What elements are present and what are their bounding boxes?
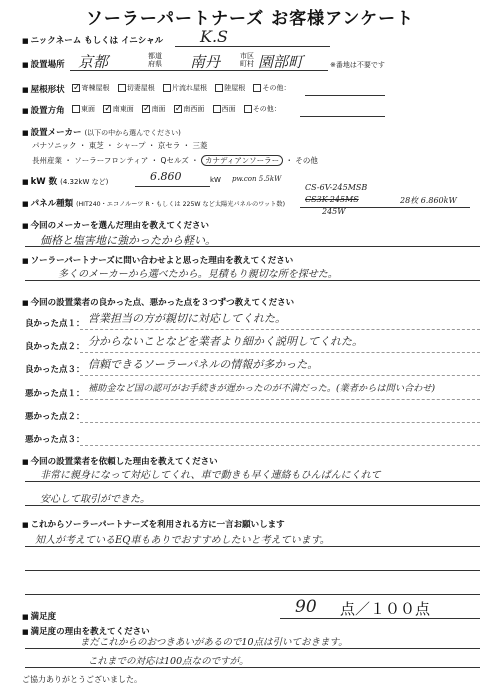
roof-opt-4[interactable]: 陸屋根 bbox=[224, 84, 246, 92]
maker-label: ■ 設置メーカー (以下の中から選んでください) bbox=[22, 126, 181, 138]
location-pref-unit: 都道 府県 bbox=[148, 52, 162, 68]
q-maker-reason-answer: 価格と塩害地に強かったから軽い。 bbox=[40, 234, 216, 247]
maker-row1: パナソニック ・ 東芝 ・ シャープ ・ 京セラ ・ 三菱 bbox=[32, 141, 208, 150]
panel-line1: CS-6V-245MSB bbox=[305, 183, 368, 192]
panel-note: (HIT240・エコノルーツ R・もしくは 225W など太陽光パネルのワット数) bbox=[76, 201, 286, 208]
panel-line2: 28枚 6.860kW bbox=[400, 196, 457, 205]
bad-2-label: 悪かった点２： bbox=[25, 412, 85, 422]
location-label: ■ 設置場所 bbox=[22, 58, 65, 70]
good-2-answer: 分からないことなどを業者より細かく説明してくれた。 bbox=[88, 335, 363, 348]
maker-note: (以下の中から選んでください) bbox=[84, 129, 181, 137]
kw-unit: kW bbox=[210, 176, 221, 184]
satisfaction-score: 90 bbox=[295, 597, 317, 617]
q-recommend-label: ■ 今回の設置業者を依頼した理由を教えてください bbox=[22, 455, 218, 467]
q-recommend-answer2: 安心して取引ができた。 bbox=[40, 494, 150, 505]
nickname-label: ■ ニックネーム もしくは イニシャル bbox=[22, 34, 163, 46]
q-maker-reason-label: ■ 今回のメーカーを選んだ理由を教えてください bbox=[22, 219, 209, 231]
direction-options: 東面 ✓南東面 ✓南面 ✓南西面 西面 その他： bbox=[72, 104, 287, 114]
satisfaction-label: ■ 満足度 bbox=[22, 610, 56, 622]
q-recommend-answer1: 非常に親身になって対応してくれ、車で動きも早く連絡もひんぱんにくれて bbox=[40, 470, 381, 481]
satisfaction-reason-answer2: これまでの対応は100点なのですが。 bbox=[88, 656, 249, 667]
location-note: ※番地は不要です bbox=[330, 61, 385, 69]
footer-thanks: ご協力ありがとうございました。 bbox=[22, 675, 142, 684]
panel-line2-struck: CS3K-245MS bbox=[305, 195, 359, 204]
panel-label: ■ パネル種類 (HIT240・エコノルーツ R・もしくは 225W など太陽光パネルのワット数) bbox=[22, 197, 285, 209]
dir-opt-6[interactable]: その他： bbox=[252, 105, 281, 113]
survey-title: ソーラーパートナーズ お客様アンケート bbox=[85, 9, 415, 29]
good-3-label: 良かった点３： bbox=[25, 365, 85, 375]
roof-opt-5[interactable]: その他： bbox=[262, 84, 291, 92]
nickname-value: K.S bbox=[200, 27, 228, 46]
q-partner-reason-answer: 多くのメーカーから選べたから。見積もり親切な所を探せた。 bbox=[58, 269, 338, 280]
q-dealer-label: ■ 今回の設置業者の良かった点、悪かった点を３つずつ教えてください bbox=[22, 296, 294, 308]
roof-opt-2[interactable]: 切妻屋根 bbox=[126, 84, 155, 92]
dir-opt-5[interactable]: 西面 bbox=[221, 105, 236, 113]
q-partner-reason-label: ■ ソーラーパートナーズに問い合わせよと思った理由を教えてください bbox=[22, 254, 293, 266]
kw-extra: pw.con 5.5kW bbox=[232, 175, 282, 183]
kw-value: 6.860 bbox=[150, 170, 182, 183]
maker-selected[interactable]: カナディアンソーラー bbox=[201, 155, 283, 166]
satisfaction-reason-answer1: まだこれからのおつきあいがあるので10点は引いておきます。 bbox=[80, 637, 348, 648]
dir-opt-3[interactable]: 南面 bbox=[151, 105, 166, 113]
location-city-unit: 市区 町村 bbox=[240, 52, 254, 68]
roof-opt-3[interactable]: 片流れ屋根 bbox=[172, 84, 208, 92]
satisfaction-reason-label: ■ 満足度の理由を教えてください bbox=[22, 625, 150, 637]
maker-row2: 長州産業 ・ ソーラーフロンティア ・ Qセルズ ・ カナディアンソーラー ・ その他 bbox=[32, 156, 318, 165]
dir-opt-1[interactable]: 東面 bbox=[81, 105, 95, 113]
dir-opt-2[interactable]: 南東面 bbox=[112, 105, 134, 113]
bad-1-label: 悪かった点１： bbox=[25, 389, 85, 399]
kw-label: ■ kW 数 (4.32kW など) bbox=[22, 175, 108, 187]
roof-opt-1[interactable]: 寄棟屋根 bbox=[81, 84, 110, 92]
bad-1-answer: 補助金など国の認可がお手続きが遅かったのが不満だった。(業者からは問い合わせ) bbox=[88, 383, 436, 394]
good-3-answer: 信頼できるソーラーパネルの情報が多かった。 bbox=[88, 358, 319, 371]
bad-3-label: 悪かった点３： bbox=[25, 435, 85, 445]
good-1-answer: 営業担当の方が親切に対応してくれた。 bbox=[88, 312, 286, 325]
location-prefecture: 京都 bbox=[78, 53, 109, 71]
q-message-label: ■ これからソーラーパートナーズを利用される方に一言お願いします bbox=[22, 518, 285, 530]
good-1-label: 良かった点１： bbox=[25, 319, 85, 329]
q-message-answer: 知人が考えているEQ車もありでおすすめしたいと考えています。 bbox=[35, 535, 330, 546]
location-city: 南丹 bbox=[190, 53, 221, 71]
roof-shape-label: ■ 屋根形状 bbox=[22, 83, 65, 95]
dir-opt-4[interactable]: 南西面 bbox=[183, 105, 205, 113]
good-2-label: 良かった点２： bbox=[25, 342, 85, 352]
satisfaction-suffix: 点／１００点 bbox=[340, 600, 431, 618]
roof-shape-options: ✓寄棟屋根 切妻屋根 片流れ屋根 陸屋根 その他： bbox=[73, 83, 291, 93]
location-town: 園部町 bbox=[258, 53, 304, 71]
kw-note: (4.32kW など) bbox=[60, 178, 109, 186]
panel-line3: 245W bbox=[322, 207, 346, 216]
direction-label: ■ 設置方角 bbox=[22, 104, 65, 116]
